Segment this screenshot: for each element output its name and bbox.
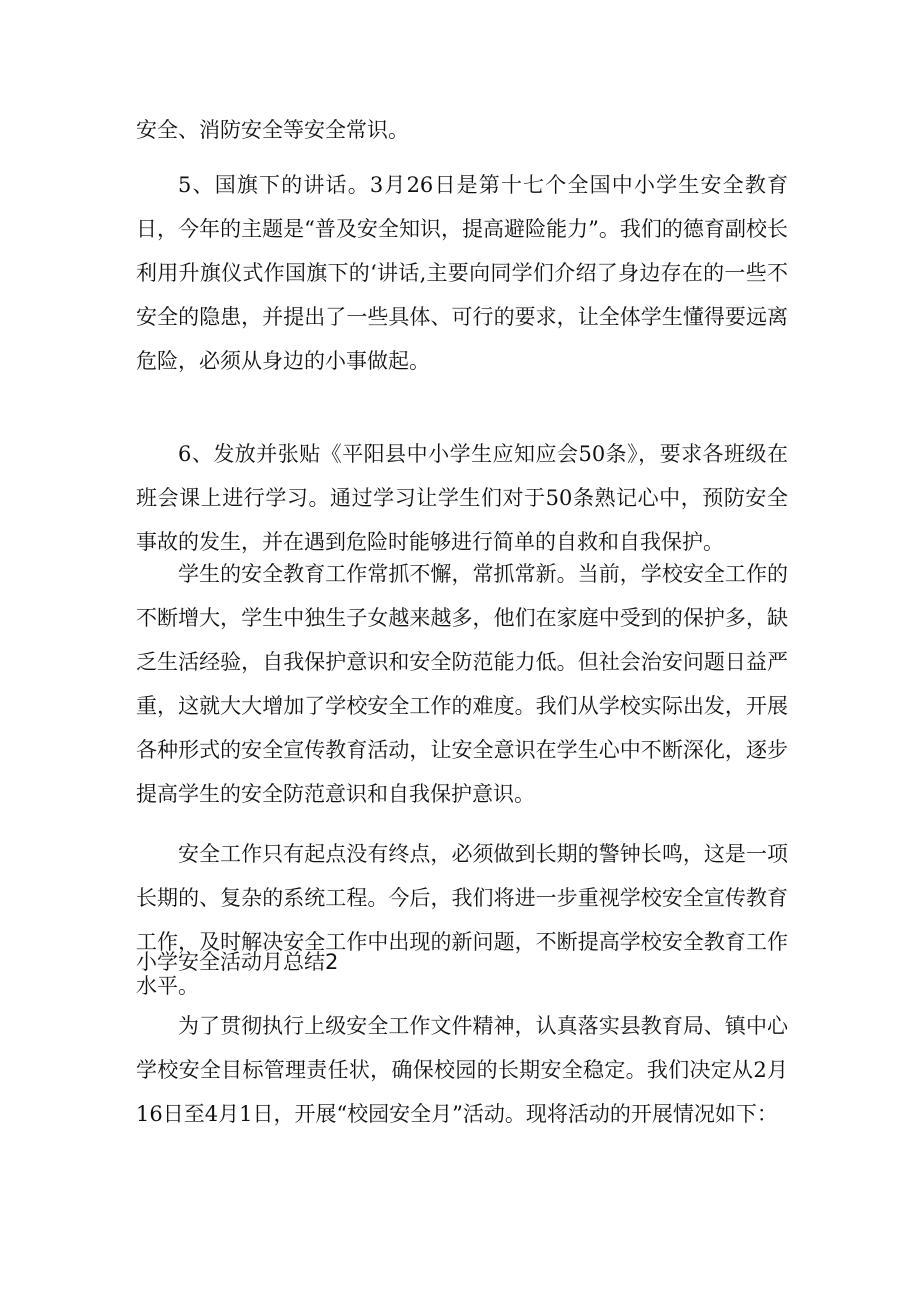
paragraph-campus-safety-month: 为了贯彻执行上级安全工作文件精神，认真落实县教育局、镇中心学校安全目标管理责任状，确保校园的长期安全稳定。我们决定从2月16日至4月1日，开展“校园安全月”活动。现将活动的开展情况如下： [136,1014,788,1126]
section-heading: 小学安全活动月总结2 [136,950,339,974]
paragraph-safety-knowledge: 安全、消防安全等安全常识。 [136,118,409,142]
paragraph-long-term-work: 安全工作只有起点没有终点，必须做到长期的警钟长鸣，这是一项长期的、复杂的系统工程。今后，我们将进一步重视学校安全宣传教育工作，及时解决安全工作中出现的新问题，不断提高学校安全教育工作水平。 [136,842,788,998]
paragraph-fifty-rules: 6、发放并张贴《平阳县中小学生应知应会50条》，要求各班级在班会课上进行学习。通过学习让学生们对于50条熟记心中，预防安全事故的发生，并在遇到危险时能够进行简单的自救和自我保护。 [136,442,788,554]
paragraph-flag-speech: 5、国旗下的讲话。3月26日是第十七个全国中小学生安全教育日，今年的主题是“普及安全知识，提高避险能力”。我们的德育副校长利用升旗仪式作国旗下的‘讲话,主要向同学们介绍了身边存在的一些不安全的隐患，并提出了一些具体、可行的要求，让全体学生懂得要远离危险，必须从身边的小事做起。 [136,173,788,373]
paragraph-safety-education: 学生的安全教育工作常抓不懈，常抓常新。当前，学校安全工作的不断增大，学生中独生子女越来越多，他们在家庭中受到的保护多，缺乏生活经验，自我保护意识和安全防范能力低。但社会治安问题日益严重，这就大大增加了学校安全工作的难度。我们从学校实际出发，开展各种形式的安全宣传教育活动，让安全意识在学生心中不断深化，逐步提高学生的安全防范意识和自我保护意识。 [136,562,788,806]
